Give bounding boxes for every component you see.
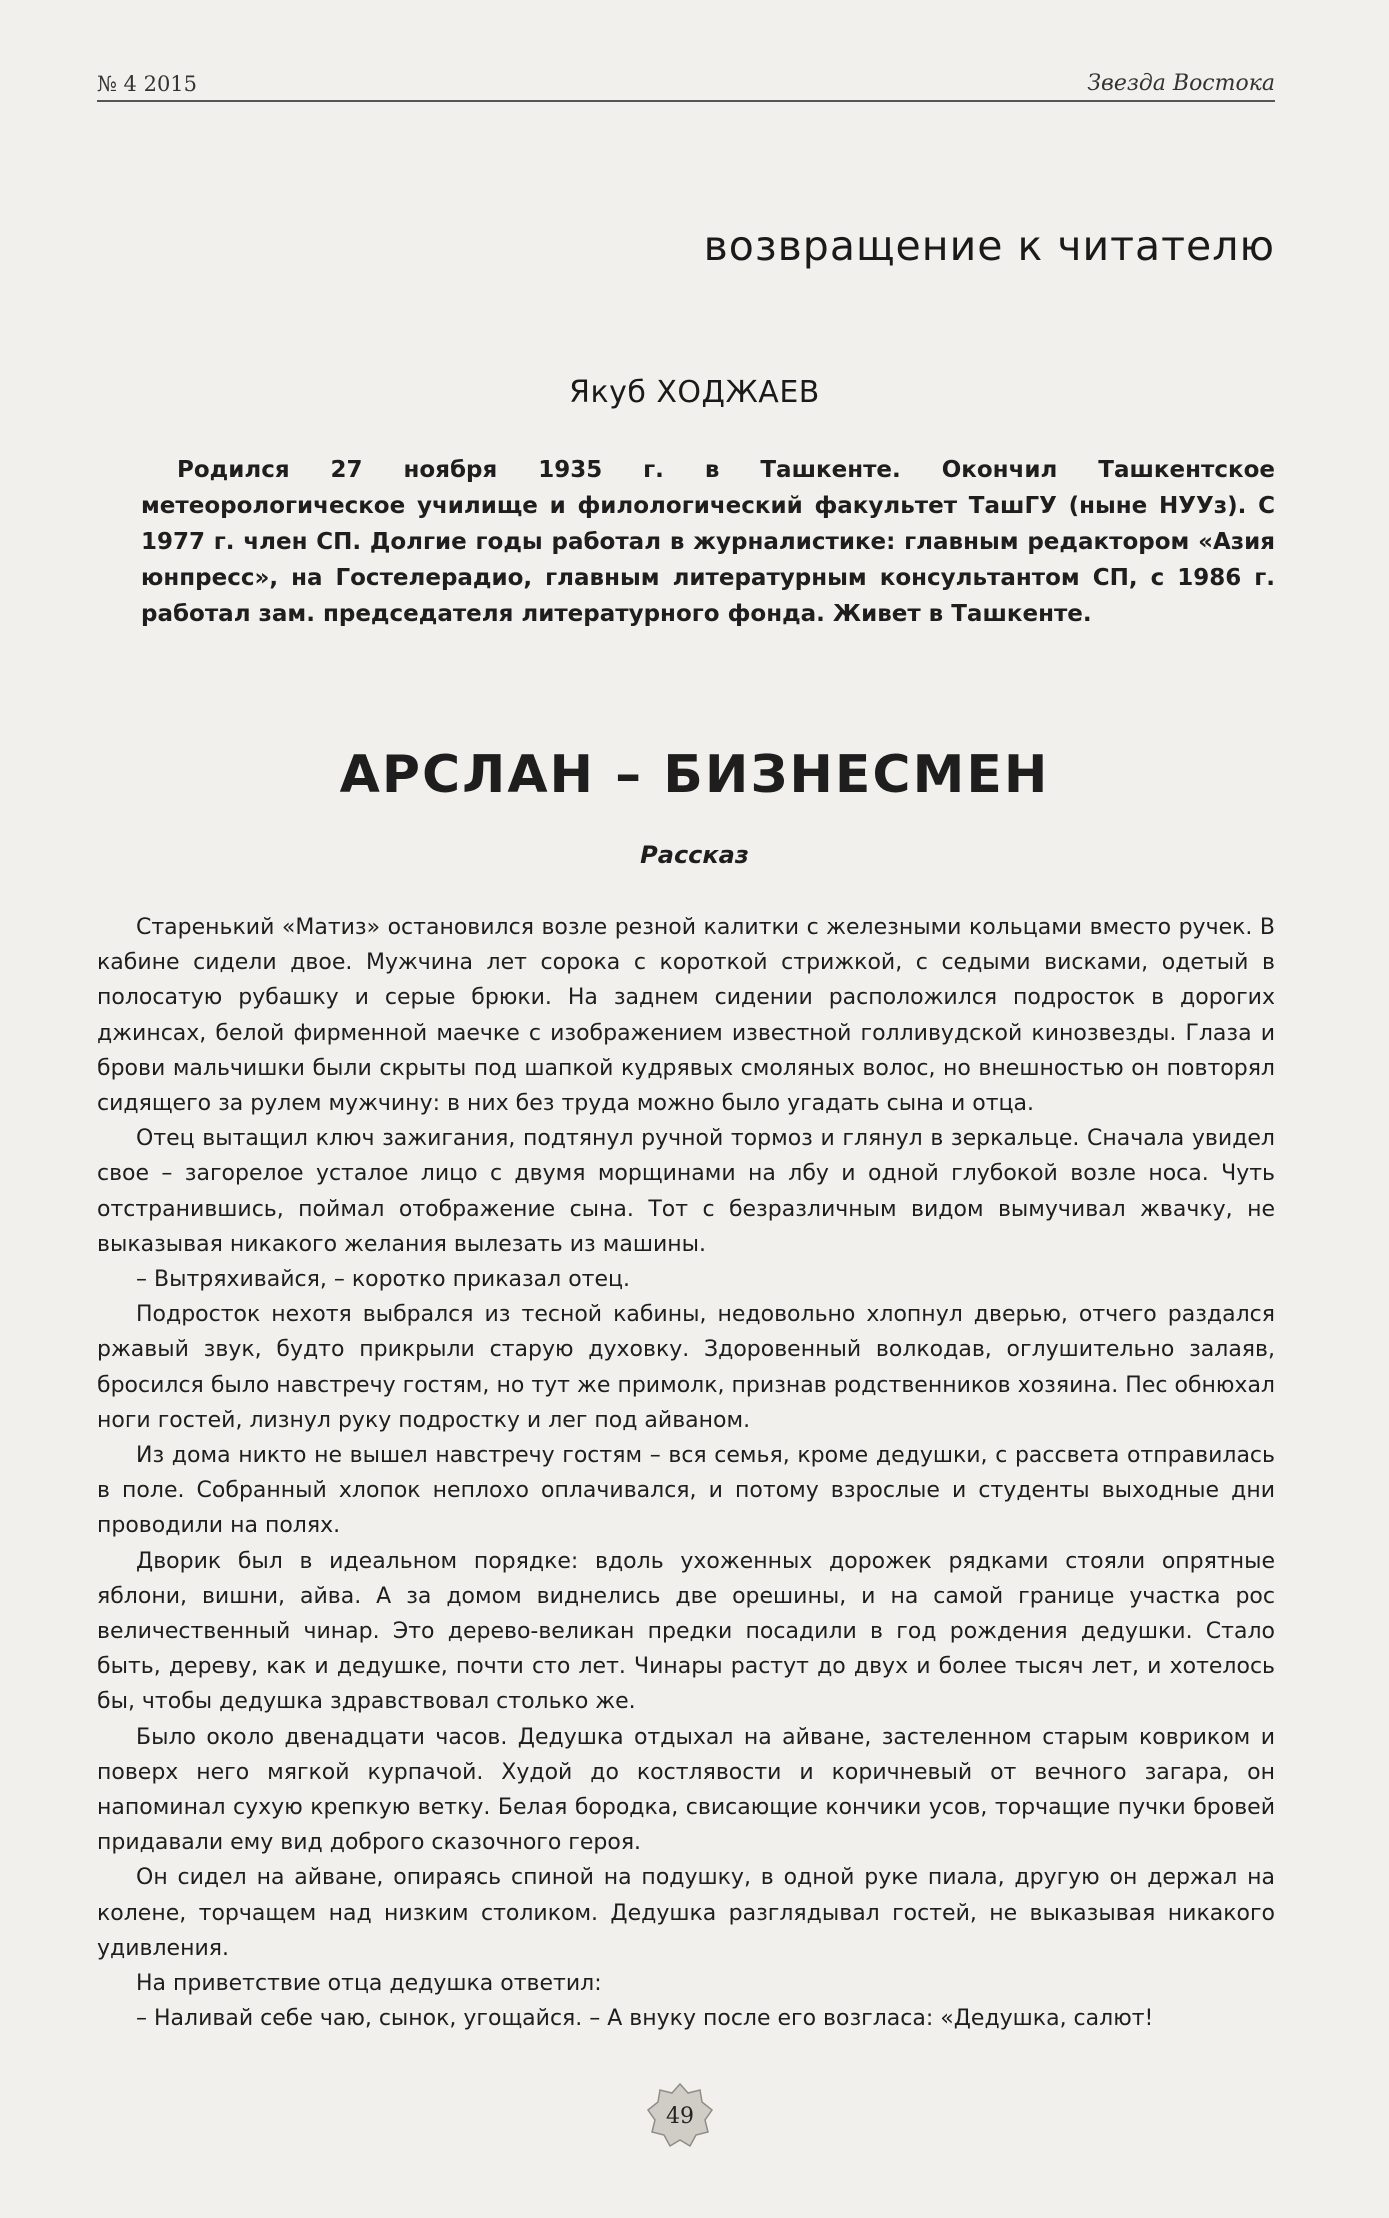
paragraph: Он сидел на айване, опираясь спиной на подушку, в одной руке пиала, другую он держал на колене, торчащем над низким столиком. Дедушка разглядывал гостей, не выказывая никакого удивления. <box>97 1865 1275 1961</box>
paragraph: Было около двенадцати часов. Дедушка отдыхал на айване, застеленном старым ковриком и поверх него мягкой курпачой. Худой до костлявости и коричневый от вечного загара, он напоминал сухую крепкую ветку. Белая бородка, свисающие кончики усов, торчащие пучки бровей придавали ему вид доброго сказочного героя. <box>97 1724 1275 1856</box>
paragraph: Старенький «Матиз» остановился возле резной калитки с железными кольцами вместо ручек. В кабине сидели двое. Мужчина лет сорока с короткой стрижкой, с седыми висками, одетый в полосатую рубашку и серые брюки. На заднем сидении расположился подросток в дорогих джинсах, белой фирменной маечке с изображением известной голливудской кинозвезды. Глаза и брови мальчишки были скрыты под шапкой кудрявых смоляных волос, но внешностью он повторял сидящего за рулем мужчину: в них без труда можно было угадать сына и отца. <box>97 915 1275 1117</box>
paragraph: Подросток нехотя выбрался из тесной кабины, недовольно хлопнул дверью, отчего раздался ржавый звук, будто прикрыли старую духовку. Здоровенный волкодав, оглушительно залаяв, бросился было навстречу гостям, но тут же примолк, признав родственников хозяина. Пес обнюхал ноги гостей, лизнул руку подростку и лег под айваном. <box>97 1302 1275 1433</box>
author-name: Якуб ХОДЖАЕВ <box>569 375 820 410</box>
story-genre: Рассказ <box>640 841 749 869</box>
author-bio <box>141 452 1275 632</box>
paragraph: Дворик был в идеальном порядке: вдоль ухоженных дорожек рядками стояли опрятные яблони, вишни, айва. А за домом виднелись две орешины, и на самой границе участка рос величественный чинар. Это дерево-великан предки посадили в год рождения дедушки. Стало быть, дереву, как и дедушке, почти сто лет. Чинары растут до двух и более тысяч лет, и хотелось бы, чтобы дедушка здравствовал столько же. <box>97 1548 1275 1715</box>
story-title: АРСЛАН – БИЗНЕСМЕН <box>339 745 1050 805</box>
page-number-text: 49 <box>666 2103 694 2129</box>
paragraph: На приветствие отца дедушка ответил: <box>136 1971 602 1997</box>
bio-text: Родился 27 ноября 1935 г. в Ташкенте. Окончил Ташкентское метеорологическое училище и филологический факультет ТашГУ (ныне НУУз). С 1977 г. член СП. Долгие годы работал в журналистике: главным редактором «Азия юнпресс», на Гостелерадио, главным литературным консультантом СП, с 1986 г. работал зам. председателя литературного фонда. Живет в Ташкенте. <box>141 457 1275 627</box>
running-header <box>97 60 1275 102</box>
journal-name: Звезда Востока <box>1087 71 1275 96</box>
paragraph: – Наливай себе чаю, сынок, угощайся. – А внуку после его возгласа: «Дедушка, салют! <box>136 2006 1154 2032</box>
section-title: возвращение к читателю <box>703 222 1275 270</box>
paragraph: Отец вытащил ключ зажигания, подтянул ручной тормоз и глянул в зеркальце. Сначала увидел свое – загорелое усталое лицо с двумя морщинами на лбу и одной глубокой возле носа. Чуть отстранившись, поймал отображение сына. Тот с безразличным видом вымучивал жвачку, не выказывая никакого желания вылезать из машины. <box>97 1126 1275 1257</box>
paragraph: – Вытряхивайся, – коротко приказал отец. <box>136 1267 631 1293</box>
paragraph: Из дома никто не вышел навстречу гостям – вся семья, кроме дедушки, с рассвета отправилась в поле. Собранный хлопок неплохо оплачивался, и потому взрослые и студенты выходные дни проводили на полях. <box>97 1443 1275 1539</box>
story-body <box>97 910 1275 2037</box>
issue-number: № 4 2015 <box>97 72 198 96</box>
page-number <box>646 2082 714 2150</box>
